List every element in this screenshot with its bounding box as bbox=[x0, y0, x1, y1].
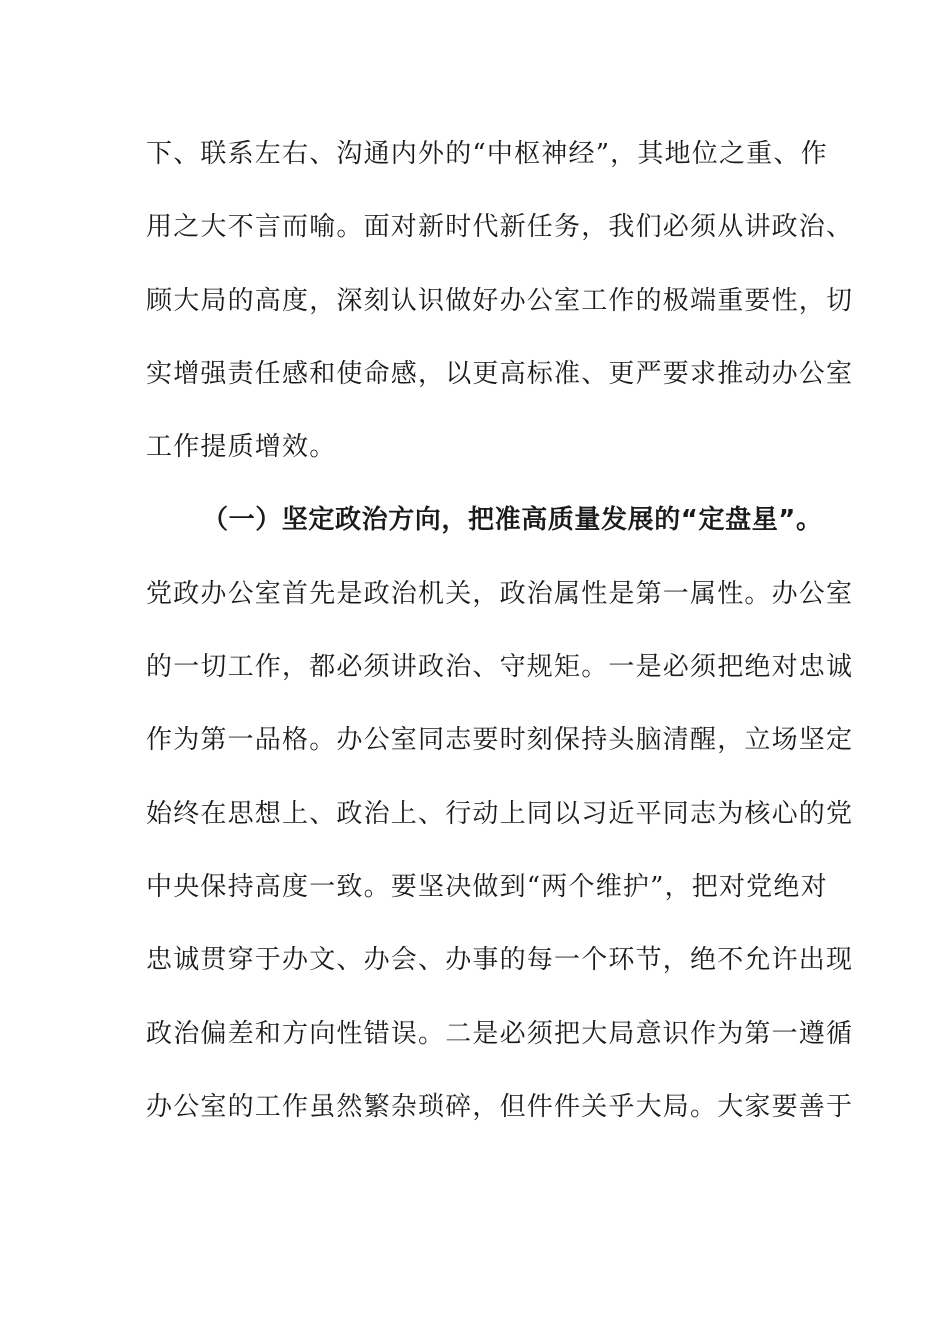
paragraph-line: 工作提质增效。 bbox=[146, 432, 337, 463]
paragraph-line: 作为第一品格。办公室同志要时刻保持头脑清醒，立场坚定 bbox=[146, 725, 854, 756]
paragraph-line: 的一切工作，都必须讲政治、守规矩。一是必须把绝对忠诚 bbox=[146, 652, 854, 683]
body-text bbox=[146, 128, 854, 1154]
paragraph-line: 忠诚贯穿于办文、办会、办事的每一个环节，绝不允许出现 bbox=[146, 945, 854, 976]
paragraph-line: 下、联系左右、沟通内外的“中枢神经”，其地位之重、作 bbox=[146, 139, 828, 169]
paragraph-line: 顾大局的高度，深刻认识做好办公室工作的极端重要性，切 bbox=[146, 285, 854, 316]
paragraph-line: 用之大不言而喻。面对新时代新任务，我们必须从讲政治、 bbox=[146, 212, 854, 243]
paragraph-line: 中央保持高度一致。要坚决做到“两个维护”，把对党绝对 bbox=[146, 871, 828, 902]
paragraph-line: 政治偏差和方向性错误。二是必须把大局意识作为第一遵循 bbox=[146, 1018, 854, 1049]
paragraph-line: 党政办公室首先是政治机关，政治属性是第一属性。办公室 bbox=[146, 578, 854, 609]
paragraph-line: 实增强责任感和使命感，以更高标准、更严要求推动办公室 bbox=[146, 358, 854, 389]
section-heading: （一）坚定政治方向，把准高质量发展的“定盘星”。 bbox=[202, 505, 823, 536]
paragraph-line: 办公室的工作虽然繁杂琐碎，但件件关乎大局。大家要善于 bbox=[146, 1091, 854, 1122]
paragraph-line: 始终在思想上、政治上、行动上同以习近平同志为核心的党 bbox=[146, 798, 854, 829]
